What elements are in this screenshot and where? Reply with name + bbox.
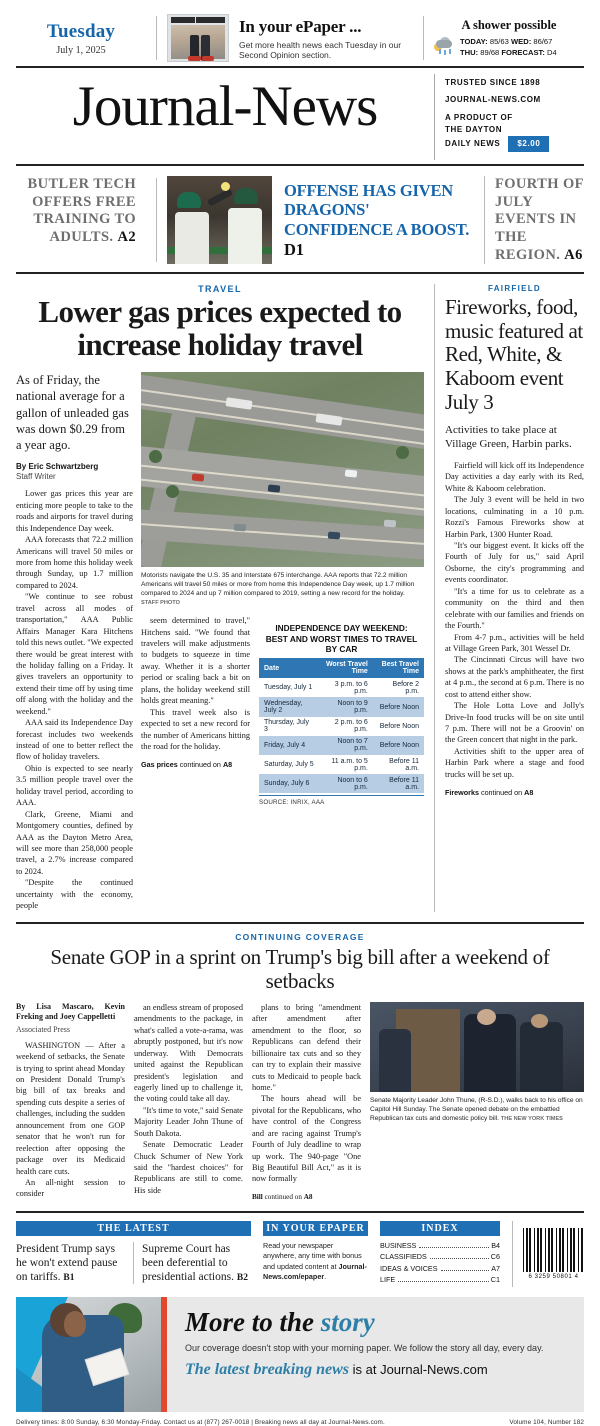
lead-deck: As of Friday, the national average for a gallon of unleaded gas was down $0.29 from a year ago. xyxy=(16,373,129,453)
latest-item[interactable]: Supreme Court has been deferential to presidential actions. B2 xyxy=(142,1242,248,1283)
lead-photo-cutline: Motorists navigate the U.S. 35 and Interstate 675 interchange. AAA reports that 72.2 million Americans will travel 50 miles or more from home this Independence Day week, up 1.7 million compared to 2024 and up 7 million compared to 2019, setting a new record for the holiday. STAFF PHOTO xyxy=(141,572,415,607)
index-row[interactable]: BUSINESS B4 xyxy=(380,1240,500,1250)
epaper-promo[interactable] xyxy=(167,14,413,62)
epaper-promo-title: In your ePaper ... xyxy=(239,16,362,36)
product-line-1: A PRODUCT OF xyxy=(445,113,513,122)
ad-reader-photo xyxy=(16,1297,161,1412)
ad-headline: More to the story xyxy=(185,1306,375,1337)
senator-thune-photo xyxy=(370,1002,584,1092)
promo-center-page: D1 xyxy=(284,240,304,260)
latest-item-page: B2 xyxy=(236,1272,248,1283)
photo-credit: STAFF PHOTO xyxy=(141,600,180,607)
table-row: Sunday, July 6 Noon to 6 p.m. Before 11 a.m. xyxy=(259,774,424,793)
latest-item-page: B1 xyxy=(63,1272,75,1283)
promo-left-page: A2 xyxy=(117,229,136,246)
the-latest-header: THE LATEST xyxy=(16,1221,251,1236)
weather-promo[interactable] xyxy=(434,18,584,58)
senate-story xyxy=(16,924,584,1203)
table-row: Friday, July 4 Noon to 7 p.m. Before Noon xyxy=(259,736,424,755)
lead-section xyxy=(16,274,584,911)
trusted-since: TRUSTED SINCE 1898 xyxy=(445,78,541,87)
col-header-best: Best Travel Time xyxy=(373,658,424,678)
weather-wed-label: WED: xyxy=(510,37,532,46)
promo-center-text: OFFENSE HAS GIVEN DRAGONS' CONFIDENCE A BOOST. xyxy=(284,180,470,240)
divider xyxy=(156,16,157,60)
table-header-row xyxy=(259,658,424,678)
lead-byline: By Eric Schwartzberg xyxy=(16,462,99,472)
lead-column-1: Lower gas prices this year are enticing more people to take to the roads and airports for travel during this Independence Day week. AAA forecasts that 72.2 million Americans will travel 50 miles or more from home this holiday week through Sunday, up 1.7 million compared to 2024. "We continue to see robust travel across all modes of transportation," AAA Public Affairs Manager Kara Hitchens told this news outlet. "We expected there would be great interest with the holiday falling on a Friday. It gives travelers an opportunity to extend their time off by using time off along with the holiday and the weekend." AAA said its Independence Day forecast includes two weekends instead of one to better reflect the flow of holiday travelers. Ohio is expected to see nearly 3.5 million people travel over the holiday travel period, according to AAA. Clark, Greene, Miami and Montgomery counties, defined by AAA as the Dayton Metro Area, will see more than 258,000 people travel, a 2.7% increase compared to 2024. "Despite the continued uncertainty with the economy, people xyxy=(16,489,134,911)
index-row[interactable]: CLASSIFIEDS C6 xyxy=(380,1252,500,1262)
date-block xyxy=(16,21,146,56)
senate-byline-source: Associated Press xyxy=(16,1024,70,1034)
index-box xyxy=(380,1221,500,1287)
website-url[interactable]: JOURNAL-NEWS.COM xyxy=(445,95,541,104)
product-line-3: DAILY NEWS xyxy=(445,139,501,148)
masthead xyxy=(16,68,584,160)
rail-body: Fairfield will kick off its Independence Day activities a day early with its Red, White & Kaboom celebration. The July 3 event will be held in two locations, culminating in a 10 p.m. Rozzi's Famous Fireworks show at Harbin Park, 1300 Hunter Road. "It's our biggest event. It kicks off the Fourth of July for us," said April Osborne, the city's programming and events coordinator. "It's a time for us to celebrate as a community on the third and then celebrate with our families and friends on the Fourth." From 4-7 p.m., activities will be held at Village Green Park, 301 Wessel Dr. The Cincinnati Circus will have two shows at the park's amphitheater, the first at 4 p.m., the second at 6 p.m. There is no cost to attend either show. The Hole Lotta Love and Jolly's Drive-In food trucks will be on site until 7 p.m. There will not be a Groovin' on the Green concert that night in the park. Activities shift to the upper area of Harbin Park where a stage and food trucks will be set up. xyxy=(445,460,584,779)
promo-right-page: A6 xyxy=(564,246,583,263)
weather-today-label: TODAY: xyxy=(460,37,488,46)
col-header-worst: Worst Travel Time xyxy=(319,658,373,678)
index-row[interactable]: IDEAS & VOICES A7 xyxy=(380,1263,500,1273)
promo-strip xyxy=(16,166,584,272)
page-footer xyxy=(16,1419,584,1426)
divider xyxy=(423,16,424,60)
product-line-2: THE DAYTON xyxy=(445,125,503,134)
barcode-number: 6 3259 50801 4 xyxy=(528,1273,579,1280)
epaper-box-header: IN YOUR EPAPER xyxy=(263,1221,368,1236)
col-header-date: Date xyxy=(259,658,319,678)
weather-title: A shower possible xyxy=(461,18,557,32)
weather-forecast-page: D4 xyxy=(546,48,557,57)
table-source: SOURCE: INRIX, AAA xyxy=(259,799,325,807)
lead-headline[interactable]: Lower gas prices expected to increase holiday travel xyxy=(38,294,402,363)
rail-continued[interactable]: Fireworks continued on A8 xyxy=(445,788,534,798)
rail-kicker: FAIRFIELD xyxy=(487,284,542,294)
table-row: Thursday, July 3 2 p.m. to 6 p.m. Before Noon xyxy=(259,717,424,736)
skybox xyxy=(16,0,584,62)
table-row: Saturday, July 5 11 a.m. to 5 p.m. Before 11 a.m. xyxy=(259,755,424,774)
sidebar-story-fireworks xyxy=(434,284,584,911)
latest-item[interactable]: President Trump says he won't extend pause on tariffs. B1 xyxy=(16,1242,134,1285)
weather-today-value: 85/63 xyxy=(489,37,509,46)
the-latest-box xyxy=(16,1221,251,1287)
index-header: INDEX xyxy=(380,1221,500,1236)
epaper-promo-subtitle: Get more health news each Tuesday in our Second Opinion section. xyxy=(239,39,402,60)
barcode-bars xyxy=(523,1228,584,1272)
masthead-info xyxy=(434,74,584,160)
senate-column-2: an endless stream of proposed amendments to the package, in what's called a vote-a-rama, was abruptly postponed, but it's now underway. With Democrats united against the Republican president's legislation and eagerly lined up to challenge it, the voting could take all day. "It's time to vote," said Senate Majority Leader John Thune of South Dakota. Senate Democratic Leader Chuck Schumer of New York said the "hardest choices" for Republicans are still to come. His side xyxy=(134,1002,243,1195)
promo-left-text: BUTLER TECH OFFERS FREE TRAINING TO ADULTS. xyxy=(27,176,136,246)
weather-thu-label: THU: xyxy=(460,48,479,57)
senate-byline: By Lisa Mascaro, Kevin Freking and Joey Cappelletti xyxy=(16,1001,125,1022)
weather-forecast-label: FORECAST: xyxy=(501,48,545,57)
more-to-the-story-ad[interactable] xyxy=(16,1297,584,1412)
table-title: INDEPENDENCE DAY WEEKEND: BEST AND WORST TIMES TO TRAVEL BY CAR xyxy=(265,623,418,654)
day-of-week: Tuesday xyxy=(46,20,116,42)
epaper-url[interactable]: Journal-News.com/epaper xyxy=(263,1261,367,1282)
table-row: Tuesday, July 1 3 p.m. to 6 p.m. Before 2 p.m. xyxy=(259,678,424,697)
promo-left[interactable] xyxy=(16,176,146,264)
promo-right-text: FOURTH OF JULY EVENTS IN THE REGION. xyxy=(495,176,584,263)
newspaper-title: Journal-News xyxy=(72,75,378,138)
rail-deck: Activities to take place at Village Green, Harbin parks. xyxy=(445,424,572,450)
senate-kicker: CONTINUING COVERAGE xyxy=(235,931,365,942)
in-your-epaper-box xyxy=(263,1221,368,1287)
footer-delivery-info: Delivery times: 8:00 Sunday, 6:30 Monday-Friday. Contact us at (877) 267-0018 | Breaking news all day at Journal-News.com. xyxy=(16,1418,385,1426)
bottom-boxes xyxy=(16,1221,584,1287)
footer-volume: Volume 104, Number 182 xyxy=(509,1418,584,1426)
senate-headline[interactable]: Senate GOP in a sprint on Trump's big bill after a weekend of setbacks xyxy=(50,944,550,993)
thune-photo-block xyxy=(370,1002,584,1203)
senate-photo-cutline: Senate Majority Leader John Thune, (R-S.D.), walks back to his office on Capitol Hill Sunday. The Senate opened debate on the embattled Republican tax cuts and domestic policy bill. THE NEW YORK TIMES xyxy=(370,1096,583,1123)
weather-wed-value: 86/67 xyxy=(533,37,553,46)
senate-continued[interactable]: Bill continued on A8 xyxy=(252,1192,313,1201)
lead-story xyxy=(16,284,434,911)
senate-column-3: plans to bring "amendment after amendment after amendment to the floor, so Republicans can defend their billionaire tax cuts and so they can try to explain their massive cuts to Medicaid to people back home." The hours ahead will be pivotal for the Republicans, who have control of the Congress and are racing against Trump's Fourth of July deadline to wrap up work. The 940-page "One Big Beautiful Bill Act," as it is now formally Bill continued on A8 xyxy=(252,1002,361,1201)
travel-times-table xyxy=(259,658,424,793)
photo-credit: THE NEW YORK TIMES xyxy=(500,1116,563,1123)
lead-continued[interactable]: Gas prices continued on A8 xyxy=(141,760,233,770)
shower-cloud-icon xyxy=(434,37,456,57)
rail-headline[interactable]: Fireworks, food, music featured at Red, White, & Kaboom event July 3 xyxy=(445,295,583,414)
weather-thu-value: 89/68 xyxy=(480,48,500,57)
epaper-box-text[interactable]: Read your newspaper anywhere, any time with bonus and updated content at Journal-News.com/epaper. xyxy=(263,1240,367,1282)
ad-subtext: Our coverage doesn't stop with your morning paper. We follow the story all day, every day. xyxy=(185,1342,544,1353)
table-row: Wednesday, July 2 Noon to 9 p.m. Before Noon xyxy=(259,697,424,716)
full-date: July 1, 2025 xyxy=(56,44,106,56)
promo-right[interactable] xyxy=(484,176,584,264)
promo-center[interactable] xyxy=(272,176,484,264)
divider xyxy=(156,178,157,262)
price-badge: $2.00 xyxy=(508,136,549,152)
epaper-thumbnail-image xyxy=(167,14,229,62)
senate-column-1: By Lisa Mascaro, Kevin Freking and Joey Cappelletti Associated Press WASHINGTON — After a weekend of setbacks, the Senate is trying to sprint ahead Monday on President Donald Trump's big bill of tax breaks and spending cuts despite a series of challenges, including the sudden announcement from one GOP senator that he won't run for reelection after opposing the package over its Medicaid health care cuts. An all-night session to consider xyxy=(16,1001,125,1199)
highway-interchange-photo xyxy=(141,372,424,567)
dragons-baseball-photo xyxy=(167,176,272,264)
index-row[interactable]: LIFE C1 xyxy=(380,1275,500,1285)
lead-kicker: TRAVEL xyxy=(198,284,242,295)
lead-column-2: seem determined to travel," Hitchens said. "We found that travelers will make adjustments to budgets to squeeze in time away. Whether it is a shorter period or scaling back a bit on plans, the holiday weekend still holds great meaning." This travel week also is expected to set a new record for the number of Americans hitting the road for the holiday. xyxy=(141,616,250,751)
travel-times-table-block xyxy=(259,623,424,806)
barcode xyxy=(512,1221,584,1287)
lead-byline-title: Staff Writer xyxy=(16,472,56,482)
ad-tagline: The latest breaking news is at Journal-News.com xyxy=(185,1360,488,1378)
